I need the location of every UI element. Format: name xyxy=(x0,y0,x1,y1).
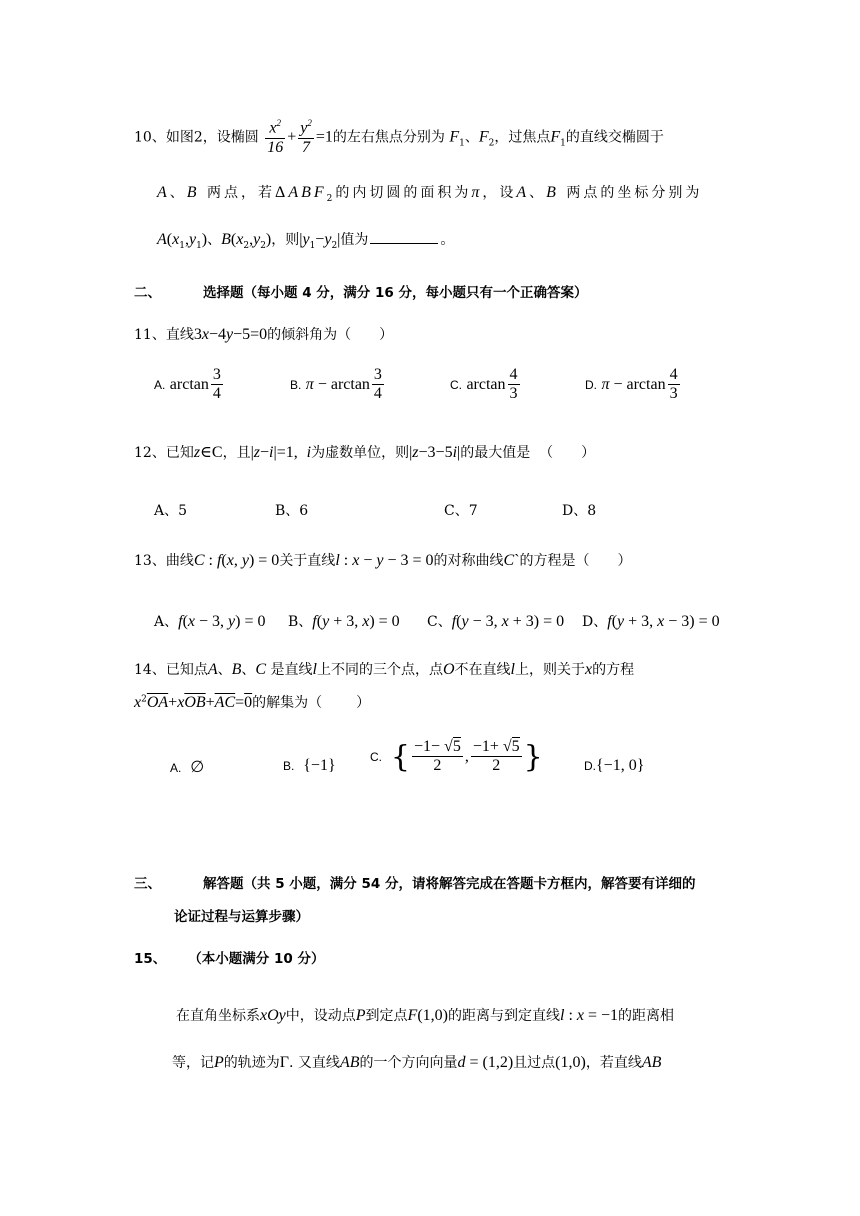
q15-body-line2: 等，记P的轨迹为Γ. 又直线AB的一个方向向量d = (1,2)且过点(1,0)，若直线AB xyxy=(172,1054,662,1071)
q13-option-d: D、f(y + 3, x − 3) = 0 xyxy=(582,613,720,630)
q10-line3: $A(x_1,y_1)$、$B(x_2,y_2)$，则$|y_1-y_2|$值为 。 xyxy=(157,231,455,251)
q10-line2: A、B 两点，若$\Delta ABF_2$的内切圆的面积为π，设A、B 两点的坐标分别为 xyxy=(157,184,703,204)
ellipse-term-y: $\frac{y^2}{7}$ xyxy=(300,118,312,156)
q11-option-c: C. arctan $\frac{4}{3}$ xyxy=(450,366,518,403)
q11-option-b: B. π − arctan $\frac{3}{4}$ xyxy=(290,366,382,403)
question-number: 10、 xyxy=(134,129,166,146)
q13-stem: 13、曲线C : f(x, y) = 0关于直线l : x − y − 3 = 0的对称曲线C`的方程是（ ） xyxy=(134,552,632,569)
ellipse-term-x: $\frac{x^2}{16}$ xyxy=(267,118,284,156)
q14-stem-line2: $x^2\overline{OA}+x\overline{OB}+\overline{AC}=0$的解集为（ ） xyxy=(134,694,371,711)
q13-option-a: A、f(x − 3, y) = 0 xyxy=(154,613,266,630)
q12-option-d: D、8 xyxy=(562,503,597,519)
q15-heading: 15、 （本小题满分 10 分） xyxy=(134,951,325,967)
q12-option-c: C、7 xyxy=(444,503,478,519)
q15-body-line1: 在直角坐标系xOy中，设动点P到定点F(1,0)的距离与到定直线l : x = −1的距离相 xyxy=(176,1007,675,1024)
q11-option-d: D. π − arctan $\frac{4}{3}$ xyxy=(585,366,678,403)
q12-stem: 12、已知z∈C，且|z−i|=1, i为虚数单位，则|z−3−5i|的最大值是 （ ） xyxy=(134,444,596,461)
empty-set-symbol: ∅ xyxy=(190,759,205,776)
section-3-heading-line1: 三、 解答题（共 5 小题，满分 54 分，请将解答完成在答题卡方框内，解答要有详细的 xyxy=(134,876,696,892)
q12-option-b: B、6 xyxy=(275,503,309,519)
q14-option-a: A. ∅ xyxy=(170,759,205,776)
answer-blank xyxy=(370,233,438,244)
q11-option-a: A. arctan $\frac{3}{4}$ xyxy=(154,366,221,403)
q12-option-a: A、5 xyxy=(154,503,188,519)
q13-option-c: C、f(y − 3, x + 3) = 0 xyxy=(427,613,565,630)
figure-ref: 2 xyxy=(193,129,203,146)
q13-option-b: B、f(y + 3, x) = 0 xyxy=(288,613,400,630)
q11-stem: 11、直线3x−4y−5=0的倾斜角为（ ） xyxy=(134,326,394,343)
q14-option-c: C. { $\frac{-1- √5}{2}$ , $\frac{-1+ √5}{2}$ } xyxy=(370,738,543,775)
section-3-heading-line2: 论证过程与运算步骤） xyxy=(174,909,309,925)
q14-option-b: B. {−1} xyxy=(283,757,336,774)
q14-option-d: D.{−1, 0} xyxy=(584,757,645,774)
section-2-heading: 二、 选择题（每小题 4 分，满分 16 分，每小题只有一个正确答案） xyxy=(134,285,588,301)
q10-line1: 10、如图2，设椭圆 $\frac{x^2}{16}$ + $\frac{y^2}{7}$ =1的左右焦点分别为 $F_1$、$F_2$，过焦点$F_1$的直线交椭圆于 xyxy=(134,118,664,156)
q14-stem-line1: 14、已知点A、B、C 是直线l上不同的三个点，点O不在直线l上，则关于x的方程 xyxy=(134,661,635,678)
